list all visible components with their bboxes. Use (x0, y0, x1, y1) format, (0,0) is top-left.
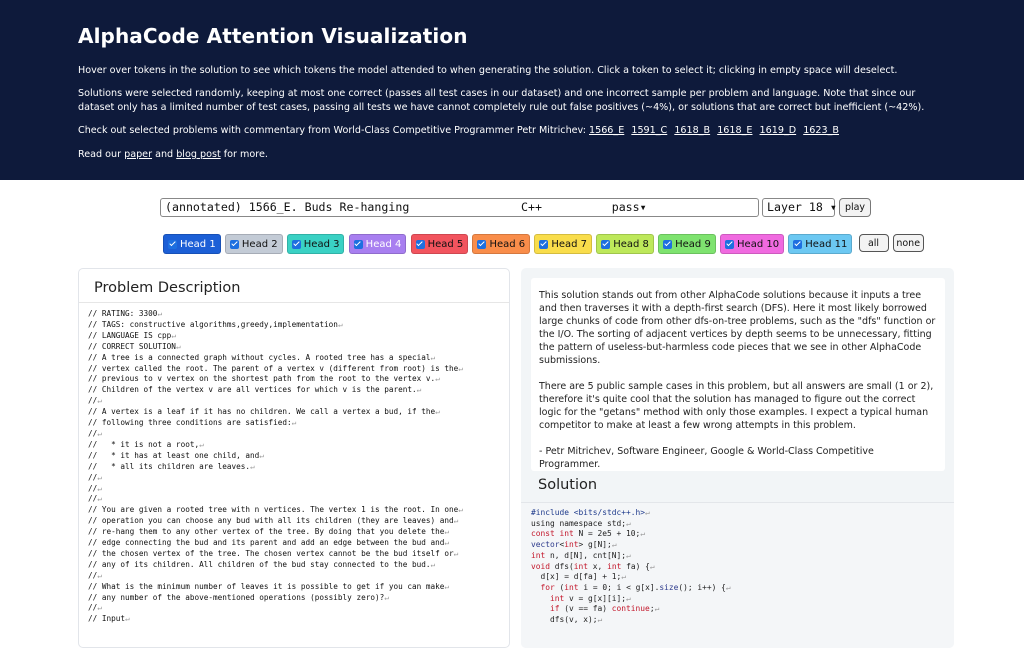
head-label: Head 6 (489, 238, 526, 250)
and-text: and (155, 148, 174, 160)
solution-line[interactable]: void dfs(int x, int fa) {↵ (531, 561, 655, 571)
head-label: Head 11 (805, 238, 848, 250)
head-label: Head 8 (613, 238, 649, 250)
problem-description-title: Problem Description (94, 280, 241, 296)
solution-line[interactable]: for (int i = 0; i < g[x].size(); i++) {↵ (540, 582, 731, 592)
problem-line: // vertex called the root. The parent of a vertex v (different from root) is the↵ (88, 363, 463, 373)
problem-line: // operation you can choose any bud with all its children (they are leaves) and↵ (88, 516, 459, 526)
problem-line: //↵ (88, 570, 102, 580)
commentary-link-1618b[interactable]: 1618_B (674, 125, 711, 137)
problem-line: // TAGS: constructive algorithms,greedy,implementation↵ (88, 319, 343, 329)
problem-line: // previous to v vertex on the shortest path from the root to the vertex v.↵ (88, 374, 440, 384)
problem-line: // Input↵ (88, 614, 130, 624)
head-toggle-1[interactable] (163, 234, 221, 254)
head-checkbox[interactable] (725, 240, 734, 249)
problem-line: // the chosen vertex of the tree. The chosen vertex cannot be the bud itself or↵ (88, 548, 459, 558)
head-checkbox[interactable] (292, 240, 301, 249)
problem-line: // edge connecting the bud and its parent and add an edge between the bud and↵ (88, 538, 450, 548)
head-label: Head 9 (675, 238, 711, 250)
problem-line: //↵ (88, 494, 102, 504)
problem-description-text (79, 303, 509, 625)
problem-line: //↵ (88, 396, 102, 406)
solution-line[interactable]: d[x] = d[fa] + 1;↵ (531, 572, 627, 582)
problem-line: //↵ (88, 472, 102, 482)
problem-line: //↵ (88, 428, 102, 438)
paper-link[interactable]: paper (124, 148, 153, 160)
problem-line: // What is the minimum number of leaves it is possible to get if you can make↵ (88, 581, 450, 591)
commentary-link-1623b[interactable]: 1623_B (803, 125, 839, 137)
read-suffix: for more. (223, 148, 268, 160)
head-checkbox[interactable] (354, 240, 363, 249)
head-checkbox[interactable] (601, 240, 610, 249)
commentary-paragraph-1: This solution stands out from other AlphaCode solutions because it inputs a tree and then traverses it with a depth-first search (DFS). Here it most likely borrowed large chunks of code from other dfs-on-tree problems, such as the "dfs" function or the I/O. The sorting of adjacent vertices by depth seems to be unnecessary, fitting the pattern of useless-but-harmless code pieces that we see in other AlphaCode submissions. (539, 290, 936, 366)
head-label: Head 5 (427, 238, 464, 250)
solution-line[interactable]: dfs(v, x);↵ (531, 615, 603, 625)
problem-line: // * it is not a root,↵ (88, 439, 204, 449)
head-checkbox[interactable] (477, 240, 486, 249)
problem-line: // * it has at least one child, and↵ (88, 450, 264, 460)
problem-line: // Children of the vertex v are all vertices for which v is the parent.↵ (88, 385, 422, 395)
head-checkbox[interactable] (416, 240, 425, 249)
page-header (0, 0, 1024, 180)
problem-line: // any of its children. All children of the bud stay connected to the bud.↵ (88, 559, 436, 569)
head-toggle-8[interactable] (596, 234, 654, 254)
head-label: Head 1 (180, 238, 216, 250)
head-label: Head 10 (737, 238, 780, 250)
head-toggle-4[interactable] (349, 234, 407, 254)
select-no-heads-button[interactable]: none (893, 234, 924, 252)
head-toggle-2[interactable] (225, 234, 283, 254)
play-button[interactable]: play (839, 198, 871, 217)
commentary-attribution: - Petr Mitrichev, Software Engineer, Google & World-Class Competitive Programmer. (539, 446, 874, 470)
commentary-link-1619d[interactable]: 1619_D (759, 125, 797, 137)
head-checkbox[interactable] (793, 240, 802, 249)
head-label: Head 2 (241, 238, 278, 250)
problem-line: // following three conditions are satisfied:↵ (88, 418, 297, 428)
problem-line: // any number of the above-mentioned operations (possibly zero)?↵ (88, 592, 389, 602)
commentary-box (531, 278, 945, 471)
commentary-links-row (78, 124, 946, 137)
problem-line: //↵ (88, 603, 102, 613)
solution-line[interactable]: const int N = 2e5 + 10;↵ (531, 529, 646, 539)
problem-description-panel (78, 268, 510, 648)
head-toggle-3[interactable] (287, 234, 345, 254)
head-checkbox[interactable] (168, 240, 177, 249)
commentary-link-1618e[interactable]: 1618_E (717, 125, 753, 137)
layer-select[interactable]: Layer 18 ▾ (762, 198, 835, 217)
solution-line[interactable]: vector<int> g[N];↵ (531, 540, 617, 550)
head-label: Head 7 (551, 238, 588, 250)
solution-panel (521, 268, 954, 648)
head-checkbox[interactable] (663, 240, 672, 249)
read-prefix: Read our (78, 148, 122, 160)
solution-line[interactable]: if (v == fa) continue;↵ (550, 604, 660, 614)
controls-bar (160, 197, 871, 217)
head-toggle-6[interactable] (472, 234, 530, 254)
head-toggle-11[interactable] (788, 234, 852, 254)
head-toggle-7[interactable] (534, 234, 592, 254)
head-label: Head 3 (303, 238, 340, 250)
problem-line: //↵ (88, 483, 102, 493)
head-toggle-9[interactable] (658, 234, 716, 254)
head-label: Head 4 (365, 238, 402, 250)
head-toggle-10[interactable] (720, 234, 784, 254)
page-title: AlphaCode Attention Visualization (78, 24, 468, 48)
problem-line: // re-hang them to any other vertex of the tree. By doing that you delete the↵ (88, 527, 450, 537)
problem-line: // A vertex is a leaf if it has no children. We call a vertex a bud, if the↵ (88, 407, 440, 417)
head-checkbox[interactable] (539, 240, 548, 249)
commentary-prefix: Check out selected problems with commentary from World-Class Competitive Programmer Petr Mitrichev: (78, 125, 586, 137)
solution-title: Solution (538, 477, 598, 493)
problem-line: // LANGUAGE IS cpp↵ (88, 330, 176, 340)
select-all-heads-button[interactable]: all (859, 234, 889, 252)
solution-line[interactable]: using namespace std;↵ (531, 518, 631, 528)
problem-line: // A tree is a connected graph without cycles. A rooted tree has a special↵ (88, 352, 436, 362)
problem-line: // You are given a rooted tree with n vertices. The vertex 1 is the root. In one↵ (88, 505, 463, 515)
problem-line: // * all its children are leaves.↵ (88, 461, 255, 471)
solution-line[interactable]: int n, d[N], cnt[N];↵ (531, 550, 631, 560)
problem-select[interactable]: (annotated) 1566_E. Buds Re-hanging C++ pass▾ (160, 198, 759, 217)
blog-post-link[interactable]: blog post (176, 148, 221, 160)
problem-line: // CORRECT SOLUTION↵ (88, 341, 181, 351)
selection-note: Solutions were selected randomly, keeping at most one correct (passes all test cases in our dataset) and one incorrect sample per problem and language. Note that since our dataset only has a limited number of test cases, passing all tests we have cannot completely rule out false positives (~4%), or solutions that are correct but inefficient (~42%). (78, 88, 925, 113)
solution-code[interactable] (521, 502, 954, 648)
head-toggles (163, 234, 924, 254)
commentary-paragraph-2: There are 5 public sample cases in this problem, but all answers are small (1 or 2), therefore it's quite cool that the solution has managed to figure out the correct logic for the "getans" method with only those examples. I expect a typical human competitor to make at least a few wrong attempts in this problem. (539, 381, 934, 431)
solution-line[interactable]: int v = g[x][i];↵ (550, 593, 631, 603)
problem-line: // RATING: 3300↵ (88, 309, 163, 318)
head-checkbox[interactable] (230, 240, 239, 249)
commentary-link-1566e[interactable]: 1566_E (589, 125, 625, 137)
solution-line[interactable]: #include <bits/stdc++.h>↵ (531, 508, 650, 517)
head-toggle-5[interactable] (411, 234, 469, 254)
read-more-row (78, 148, 946, 161)
intro-text: Hover over tokens in the solution to see which tokens the model attended to when generating the solution. Click a token to select it; clicking in empty space will deselect. (78, 65, 898, 76)
commentary-link-1591c[interactable]: 1591_C (631, 125, 668, 137)
